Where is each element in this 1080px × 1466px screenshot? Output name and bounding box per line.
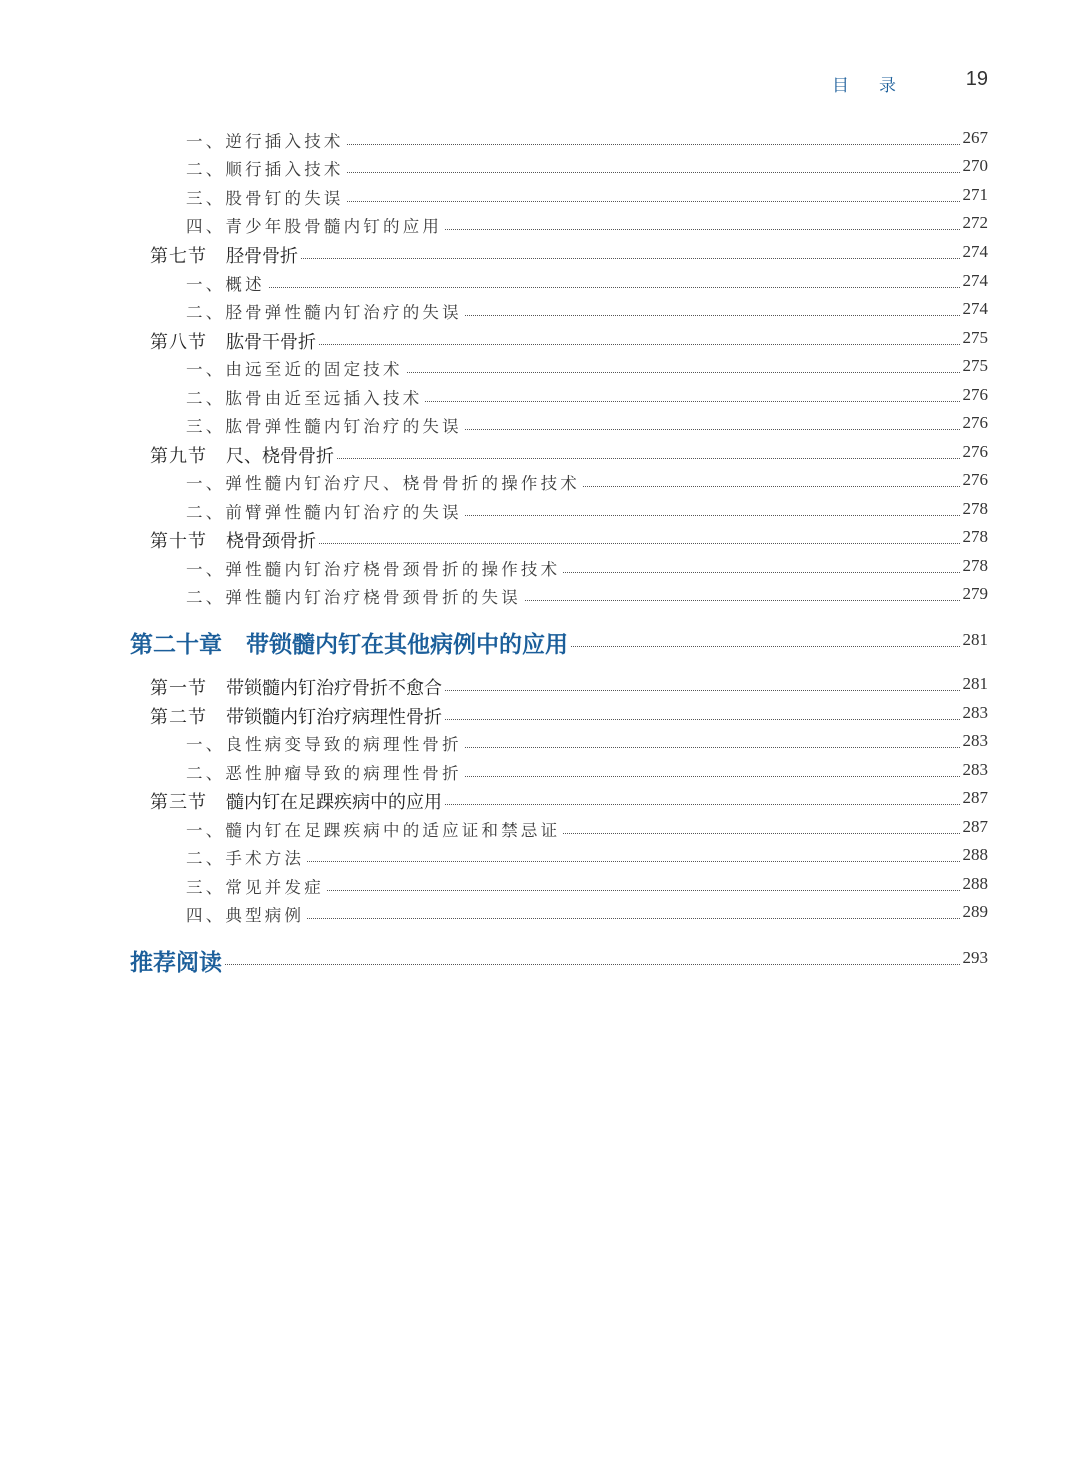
entry-label <box>130 944 225 977</box>
entry-label <box>186 185 347 209</box>
entry-label <box>186 470 583 494</box>
entry-label <box>150 674 445 700</box>
entry-title: 二、肱骨由近至远插入技术 <box>186 389 423 408</box>
section-number: 第十节 <box>150 531 207 552</box>
entry-page-number: 281 <box>962 674 988 693</box>
toc-chapter <box>0 948 1080 974</box>
toc-item <box>0 413 1080 439</box>
entry-label <box>186 356 406 380</box>
toc-section <box>0 788 1080 814</box>
entry-page-number: 275 <box>962 328 988 347</box>
entry-title: 一、弹性髓内钉治疗尺、桡骨骨折的操作技术 <box>186 474 580 493</box>
entry-page-number: 293 <box>962 948 988 967</box>
section-number: 第一节 <box>150 678 207 699</box>
leader-dots <box>200 258 960 259</box>
toc-item <box>0 385 1080 411</box>
entry-title: 二、顺行插入技术 <box>186 160 344 179</box>
entry-label <box>186 845 307 869</box>
toc-section <box>0 527 1080 553</box>
toc-item <box>0 356 1080 382</box>
toc-item <box>0 902 1080 928</box>
entry-page-number: 278 <box>962 499 988 518</box>
entry-title: 二、弹性髓内钉治疗桡骨颈骨折的失误 <box>186 588 521 607</box>
entry-title: 四、典型病例 <box>186 906 305 925</box>
leader-dots <box>200 918 960 919</box>
entry-label <box>186 556 563 580</box>
entry-label <box>186 385 425 409</box>
section-number: 第八节 <box>150 332 207 353</box>
toc-section <box>0 703 1080 729</box>
entry-label <box>186 731 465 755</box>
section-number: 第三节 <box>150 792 207 813</box>
entry-label <box>186 156 347 180</box>
entry-title: 胫骨骨折 <box>226 246 298 267</box>
entry-label <box>150 788 445 814</box>
entry-page-number: 272 <box>962 213 988 232</box>
entry-label <box>186 902 307 926</box>
entry-title: 三、股骨钉的失误 <box>186 189 344 208</box>
entry-page-number: 270 <box>962 156 988 175</box>
toc-item <box>0 299 1080 325</box>
entry-page-number: 274 <box>962 271 988 290</box>
entry-title: 二、恶性肿瘤导致的病理性骨折 <box>186 764 462 783</box>
toc-section <box>0 242 1080 268</box>
entry-title: 桡骨颈骨折 <box>226 531 316 552</box>
entry-title: 一、髓内钉在足踝疾病中的适应证和禁忌证 <box>186 821 561 840</box>
entry-page-number: 276 <box>962 442 988 461</box>
entry-page-number: 278 <box>962 556 988 575</box>
toc-item <box>0 760 1080 786</box>
chapter-number: 第二十章 <box>130 631 222 658</box>
entry-label <box>186 499 465 523</box>
entry-title: 一、由远至近的固定技术 <box>186 360 403 379</box>
entry-page-number: 275 <box>962 356 988 375</box>
toc-item <box>0 499 1080 525</box>
entry-page-number: 271 <box>962 185 988 204</box>
entry-page-number: 283 <box>962 731 988 750</box>
leader-dots <box>200 287 960 288</box>
entry-title: 一、概述 <box>186 275 265 294</box>
entry-label <box>186 299 465 323</box>
section-number: 第七节 <box>150 246 207 267</box>
leader-dots <box>200 861 960 862</box>
toc-item <box>0 156 1080 182</box>
toc-item <box>0 470 1080 496</box>
entry-page-number: 283 <box>962 703 988 722</box>
page-number: 19 <box>965 68 988 90</box>
entry-title: 二、手术方法 <box>186 849 305 868</box>
entry-label <box>150 703 445 729</box>
entry-page-number: 287 <box>962 817 988 836</box>
toc-item <box>0 731 1080 757</box>
section-number: 第二节 <box>150 707 207 728</box>
entry-label <box>150 527 319 553</box>
entry-title: 一、弹性髓内钉治疗桡骨颈骨折的操作技术 <box>186 560 561 579</box>
entry-page-number: 274 <box>962 299 988 318</box>
toc-section <box>0 442 1080 468</box>
entry-title: 带锁髓内钉在其他病例中的应用 <box>246 631 568 658</box>
leader-dots <box>200 964 960 965</box>
toc-item <box>0 213 1080 239</box>
entry-page-number: 267 <box>962 128 988 147</box>
entry-label <box>186 213 445 237</box>
entry-page-number: 283 <box>962 760 988 779</box>
entry-title: 三、肱骨弹性髓内钉治疗的失误 <box>186 417 462 436</box>
entry-label <box>186 760 465 784</box>
entry-title: 肱骨干骨折 <box>226 332 316 353</box>
entry-page-number: 287 <box>962 788 988 807</box>
entry-title: 尺、桡骨骨折 <box>226 446 334 467</box>
entry-page-number: 278 <box>962 527 988 546</box>
entry-page-number: 281 <box>962 630 988 649</box>
entry-page-number: 279 <box>962 584 988 603</box>
entry-page-number: 288 <box>962 874 988 893</box>
entry-page-number: 276 <box>962 470 988 489</box>
entry-label <box>150 328 319 354</box>
entry-page-number: 276 <box>962 385 988 404</box>
entry-title: 四、青少年股骨髓内钉的应用 <box>186 217 443 236</box>
toc-section <box>0 328 1080 354</box>
entry-label <box>130 626 571 659</box>
entry-title: 一、逆行插入技术 <box>186 132 344 151</box>
toc-item <box>0 556 1080 582</box>
entry-title: 三、常见并发症 <box>186 878 324 897</box>
entry-label <box>186 874 327 898</box>
entry-label <box>186 128 347 152</box>
entry-page-number: 288 <box>962 845 988 864</box>
entry-label <box>186 271 268 295</box>
toc-chapter <box>0 630 1080 656</box>
entry-label <box>186 413 465 437</box>
toc-item <box>0 128 1080 154</box>
toc-item <box>0 185 1080 211</box>
entry-page-number: 274 <box>962 242 988 261</box>
toc-item <box>0 874 1080 900</box>
entry-title: 推荐阅读 <box>130 949 222 976</box>
toc-section <box>0 674 1080 700</box>
toc-item <box>0 817 1080 843</box>
toc-item <box>0 584 1080 610</box>
entry-label <box>150 242 301 268</box>
entry-title: 一、良性病变导致的病理性骨折 <box>186 735 462 754</box>
entry-title: 二、前臂弹性髓内钉治疗的失误 <box>186 503 462 522</box>
entry-title: 二、胫骨弹性髓内钉治疗的失误 <box>186 303 462 322</box>
toc-item <box>0 271 1080 297</box>
section-number: 第九节 <box>150 446 207 467</box>
entry-page-number: 276 <box>962 413 988 432</box>
entry-label <box>150 442 337 468</box>
entry-title: 带锁髓内钉治疗骨折不愈合 <box>226 678 442 699</box>
entry-title: 髓内钉在足踝疾病中的应用 <box>226 792 442 813</box>
running-head-title: 目录 <box>832 76 926 96</box>
entry-label <box>186 817 563 841</box>
toc-item <box>0 845 1080 871</box>
entry-label <box>186 584 524 608</box>
entry-title: 带锁髓内钉治疗病理性骨折 <box>226 707 442 728</box>
entry-page-number: 289 <box>962 902 988 921</box>
